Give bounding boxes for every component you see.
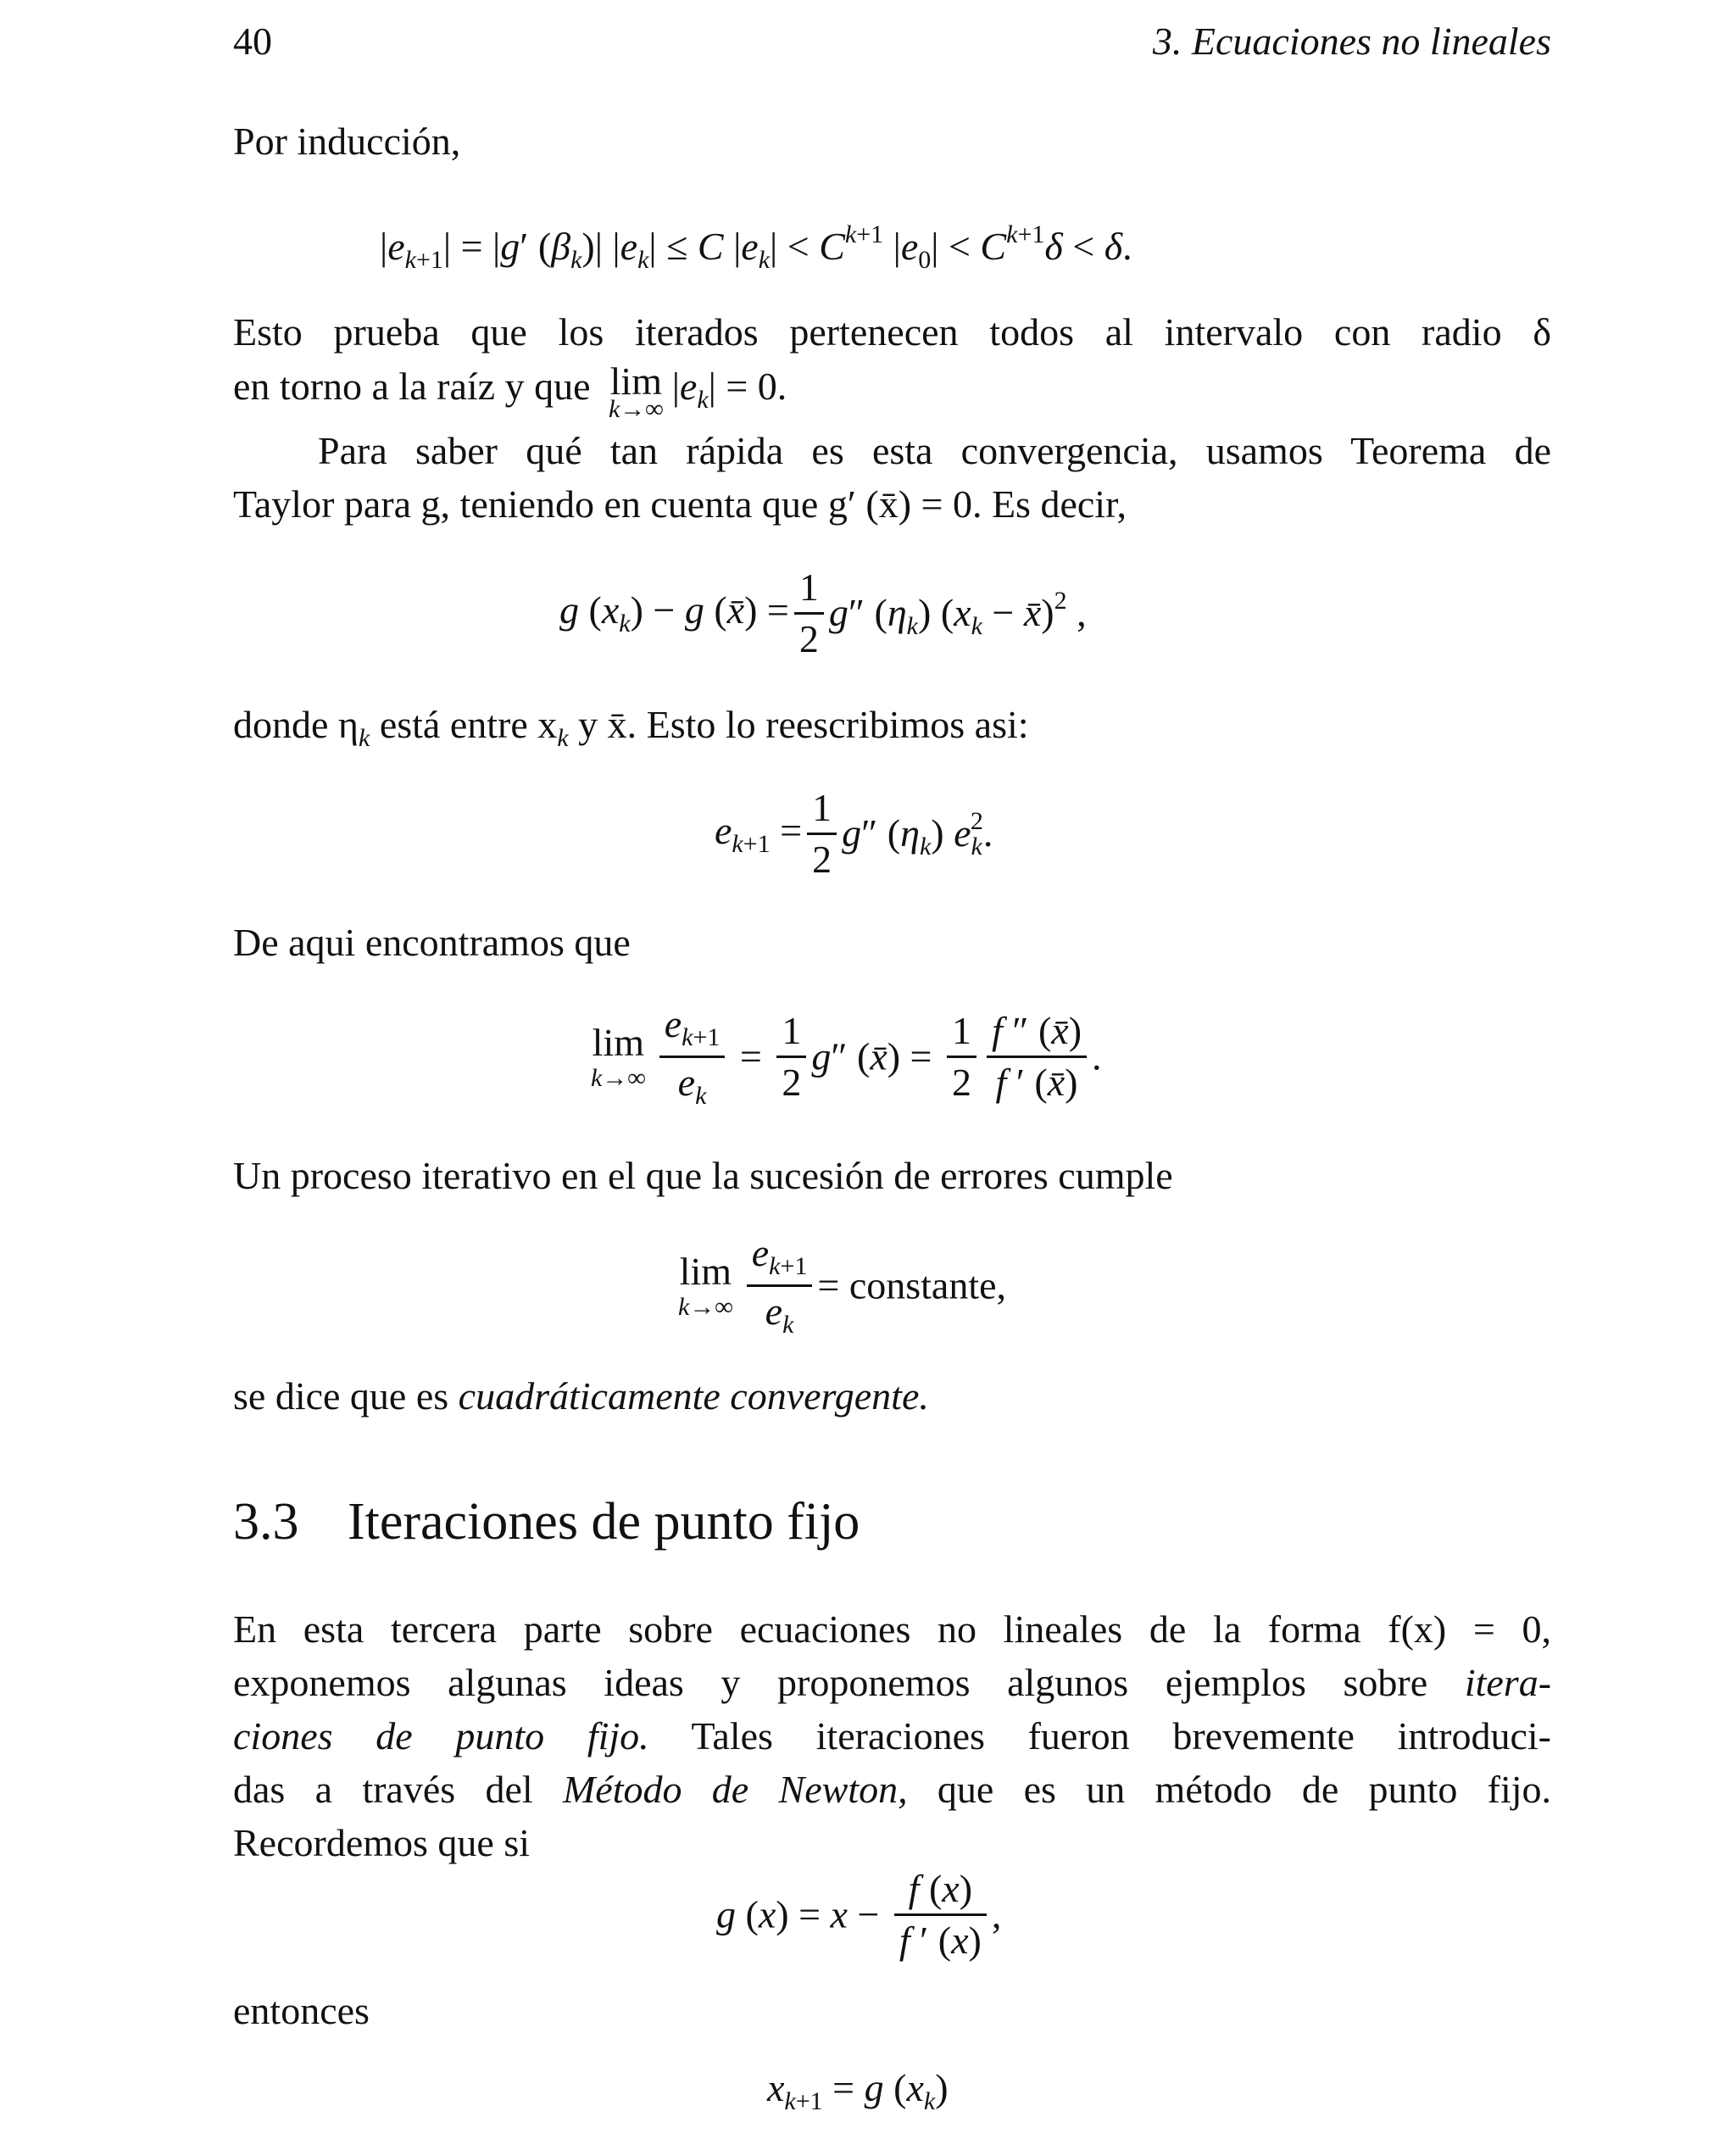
equation-error-recursion: $e_{k+1}$ = $\frac{1}{2}$ g″ $(\eta_k)$ $e_k^2$. bbox=[715, 786, 993, 881]
paragraph-iterative-process: Un proceso iterativo en el que la sucesión de errores cumple bbox=[233, 1154, 1173, 1197]
paragraph-taylor-line1: Para saber qué tan rápida es esta convergencia, usamos Teorema de bbox=[318, 429, 1551, 472]
emphasis: itera- bbox=[1464, 1661, 1552, 1704]
paragraph-fixed-point-line2 bbox=[233, 1656, 1551, 1710]
text-fragment: das a través del bbox=[233, 1768, 533, 1811]
paragraph-fixed-point-line5: Recordemos que si bbox=[233, 1821, 531, 1864]
text-fragment: en torno a la raíz y que bbox=[233, 365, 591, 408]
limit-operator: lim k→∞ bbox=[608, 359, 664, 424]
paragraph-fixed-point-line3 bbox=[233, 1709, 1551, 1763]
limit-operator: lim k→∞ bbox=[591, 1020, 646, 1092]
text-fragment: Tales iteraciones fueron brevemente introduci- bbox=[691, 1714, 1551, 1757]
running-header bbox=[233, 19, 1551, 70]
equation-quadratic-definition: lim k→∞ $\frac{e_{k+1}}{e_k}$ = constante, bbox=[678, 1231, 1007, 1339]
text-fragment: y x̄. Esto lo reescribimos asi: bbox=[578, 703, 1029, 746]
paragraph-quadratic bbox=[233, 1369, 1551, 1423]
text-fragment: está entre x bbox=[379, 703, 558, 746]
constant-word: = constante, bbox=[817, 1263, 1007, 1307]
paragraph-fixed-point-line1: En esta tercera parte sobre ecuaciones no lineales de la forma f(x) = 0, bbox=[233, 1607, 1551, 1651]
emphasis: cuadráticamente convergente. bbox=[458, 1374, 929, 1418]
page-number: 40 bbox=[233, 19, 272, 63]
section-number: 3.3 bbox=[233, 1493, 299, 1551]
paragraph-iterates-line2: en torno a la raíz y que lim k→∞ $|e_k| = 0$. bbox=[233, 359, 787, 424]
text-fragment: exponemos algunas ideas y proponemos algunos ejemplos sobre bbox=[233, 1661, 1428, 1704]
paragraph-fixed-point-line4 bbox=[233, 1763, 1551, 1817]
paragraph-iterates-line1: Esto prueba que los iterados pertenecen todos al intervalo con radio δ bbox=[233, 310, 1551, 354]
text-fragment: que es un método de punto fijo. bbox=[937, 1768, 1552, 1811]
running-title: 3. Ecuaciones no lineales bbox=[1152, 19, 1551, 63]
paragraph-then: entonces bbox=[233, 1989, 370, 2032]
equation-error-bound: $|e_{k+1}| = |g'$ $(\beta_k)|$ $|e_k| \le C$ $|e_k| < C^{k+1}$ $|e_0| < C^{k+1}\delta < \delta$. bbox=[380, 220, 1132, 274]
paragraph-where-eta: donde $\eta_k$ está entre $x_k$ y x̄. Esto lo reescribimos asi: bbox=[233, 703, 1029, 752]
emphasis: Método de Newton, bbox=[562, 1768, 908, 1811]
equation-newton-map: g (x) = x − $\frac{f (x)}{f ' (x)}$ , bbox=[716, 1867, 1002, 1962]
paragraph-from-here: De aqui encontramos que bbox=[233, 921, 631, 964]
text-fragment: se dice que es bbox=[233, 1374, 449, 1418]
limit-operator: lim k→∞ bbox=[678, 1249, 733, 1321]
paragraph-induction: Por inducción, bbox=[233, 120, 461, 163]
text-fragment: donde η bbox=[233, 703, 359, 746]
emphasis: ciones de punto fijo. bbox=[233, 1714, 649, 1757]
equation-taylor-expansion: g $(x_k) - g$ (x̄) = $\frac{1}{2}$ g″ $(\eta_k) (x_k$ − x̄)$^2$ , bbox=[559, 565, 1087, 660]
equation-fixed-point-iteration: $x_{k+1} = g$ $(x_k)$ bbox=[767, 2066, 949, 2115]
paragraph-taylor-line2: Taylor para g, teniendo en cuenta que g′ (x̄) = 0. Es decir, bbox=[233, 482, 1127, 526]
equation-limit-ratio: lim k→∞ $\frac{e_{k+1}}{e_k}$ = $\frac{1}{2}$ g″ (x̄) = $\frac{1}{2}$ $\frac{f '' (x̄)}{f ' (x̄)}$ . bbox=[591, 1002, 1102, 1110]
section-title: Iteraciones de punto fijo bbox=[348, 1493, 860, 1551]
section-heading bbox=[233, 1492, 860, 1552]
